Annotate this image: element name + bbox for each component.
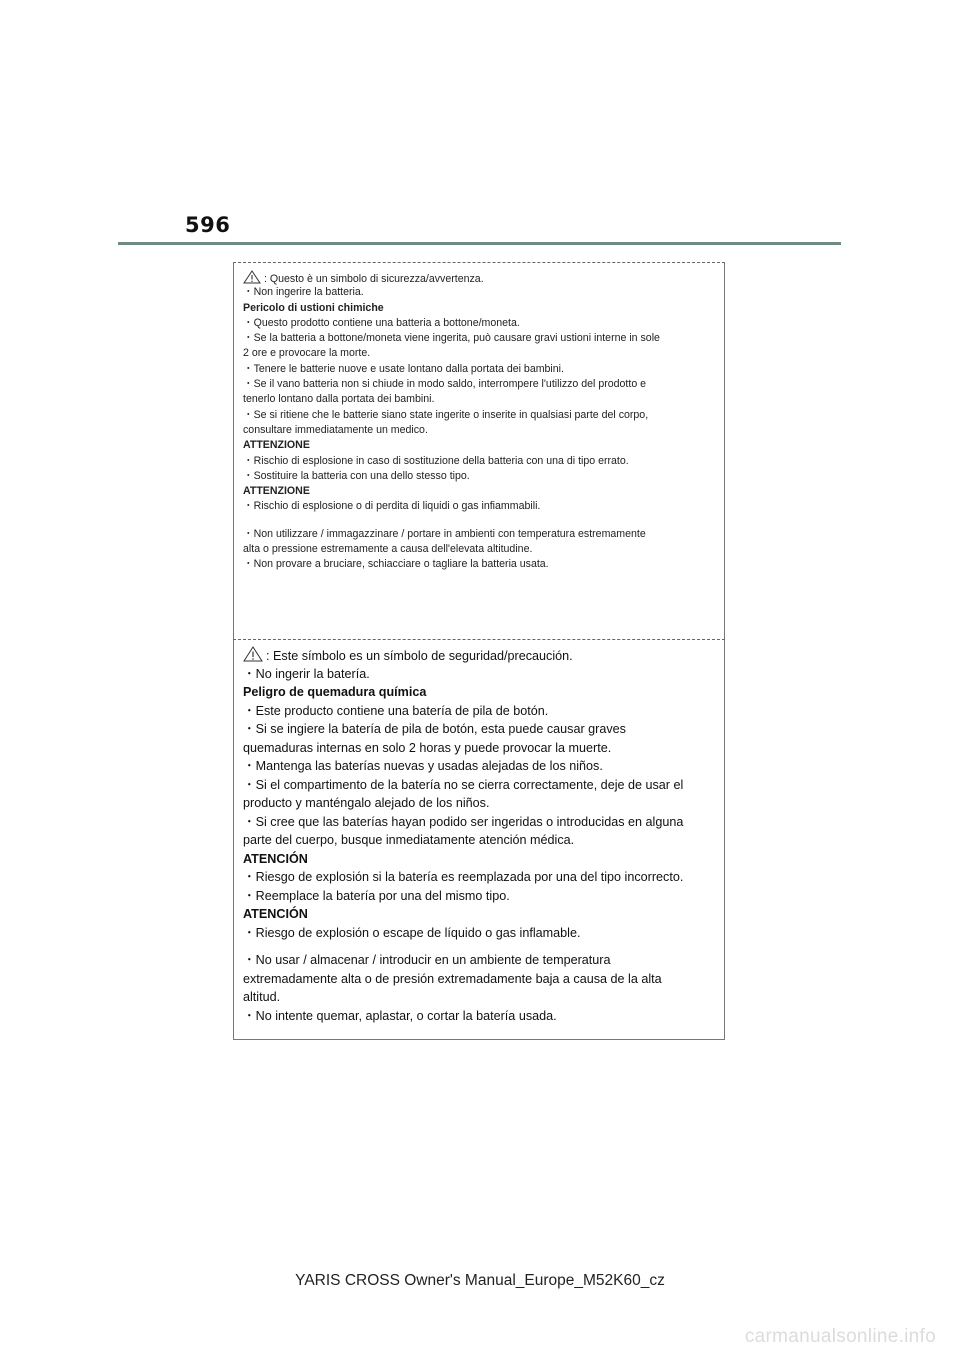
italian-line: 2 ore e provocare la morte. xyxy=(243,347,371,360)
spanish-heading: Peligro de quemadura química xyxy=(243,685,427,699)
italian-line: ・Rischio di esplosione in caso di sostituzione della batteria con una di tipo errato. xyxy=(243,454,629,467)
italian-symbol-line xyxy=(243,270,713,285)
spanish-warning-section xyxy=(243,646,715,1025)
italian-symbol-note: : Questo è un simbolo di sicurezza/avvertenza. xyxy=(264,273,484,285)
spanish-line: ・Riesgo de explosión si la batería es reemplazada por una del tipo incorrecto. xyxy=(243,870,684,884)
spanish-line: ・Si se ingiere la batería de pila de botón, esta puede causar graves xyxy=(243,722,626,736)
spanish-spacer xyxy=(243,942,715,951)
italian-spacer xyxy=(243,515,713,527)
spanish-heading: ATENCIÓN xyxy=(243,851,308,866)
italian-line: ・Se si ritiene che le batterie siano state ingerite o inserite in qualsiasi parte del corpo, xyxy=(243,408,649,421)
italian-line: ・Non provare a bruciare, schiacciare o tagliare la batteria usata. xyxy=(243,558,549,571)
italian-line: ・Non utilizzare / immagazzinare / portare in ambienti con temperatura estremamente xyxy=(243,527,646,540)
spanish-symbol-note: : Este símbolo es un símbolo de seguridad/precaución. xyxy=(266,649,573,663)
spanish-symbol-line xyxy=(243,646,715,665)
spanish-line: ・Riesgo de explosión o escape de líquido o gas inflamable. xyxy=(243,925,581,940)
frame-top-border xyxy=(233,262,725,263)
italian-line: tenerlo lontano dalla portata dei bambini. xyxy=(243,393,435,406)
spanish-line: ・Reemplace la batería por una del mismo tipo. xyxy=(243,888,510,903)
italian-line: ・Sostituire la batteria con una dello stesso tipo. xyxy=(243,469,470,482)
italian-line: consultare immediatamente un medico. xyxy=(243,423,428,436)
italian-line: alta o pressione estremamente a causa dell'elevata altitudine. xyxy=(243,543,533,556)
spanish-line: ・Si el compartimento de la batería no se cierra correctamente, deje de usar el xyxy=(243,777,684,792)
manual-footer: YARIS CROSS Owner's Manual_Europe_M52K60_cz xyxy=(295,1272,665,1289)
section-divider xyxy=(233,639,725,640)
header-rule xyxy=(118,242,841,245)
spanish-heading: ATENCIÓN xyxy=(243,907,308,921)
italian-heading: Pericolo di ustioni chimiche xyxy=(243,301,384,314)
spanish-line: extremadamente alta o de presión extremadamente baja a causa de la alta xyxy=(243,971,662,986)
spanish-line: producto y manténgalo alejado de los niños. xyxy=(243,796,490,810)
spanish-line: quemaduras internas en solo 2 horas y puede provocar la muerte. xyxy=(243,740,612,755)
site-watermark: carmanualsonline.info xyxy=(744,1326,936,1347)
italian-heading: ATTENZIONE xyxy=(243,439,310,452)
spanish-line: ・No intente quemar, aplastar, o cortar la batería usada. xyxy=(243,1008,557,1023)
spanish-line: parte del cuerpo, busque inmediatamente atención médica. xyxy=(243,833,575,847)
spanish-line: altitud. xyxy=(243,990,281,1004)
frame-left-border xyxy=(233,262,234,1040)
italian-line: ・Tenere le batterie nuove e usate lontano dalla portata dei bambini. xyxy=(243,362,564,375)
spanish-line: ・Mantenga las baterías nuevas y usadas alejadas de los niños. xyxy=(243,759,603,773)
italian-line: ・Se la batteria a bottone/moneta viene ingerita, può causare gravi ustioni interne in sole xyxy=(243,332,660,345)
spanish-line: ・Este producto contiene una batería de pila de botón. xyxy=(243,703,549,718)
italian-line: ・Se il vano batteria non si chiude in modo saldo, interrompere l'utilizzo del prodotto e xyxy=(243,378,647,391)
spanish-line: ・No usar / almacenar / introducir en un ambiente de temperatura xyxy=(243,953,611,967)
spanish-line: ・No ingerir la batería. xyxy=(243,666,370,681)
page-number: 596 xyxy=(185,213,231,237)
italian-heading: ATTENZIONE xyxy=(243,485,310,498)
frame-bottom-border xyxy=(233,1039,725,1040)
italian-line: ・Non ingerire la batteria. xyxy=(243,286,364,299)
italian-line: ・Questo prodotto contiene una batteria a bottone/moneta. xyxy=(243,316,520,329)
scanned-warning-label xyxy=(233,262,725,1040)
spanish-line: ・Si cree que las baterías hayan podido ser ingeridas o introducidas en alguna xyxy=(243,814,684,829)
italian-line: ・Rischio di esplosione o di perdita di liquidi o gas infiammabili. xyxy=(243,500,541,513)
italian-warning-section xyxy=(243,270,713,573)
frame-right-border xyxy=(724,262,725,1040)
